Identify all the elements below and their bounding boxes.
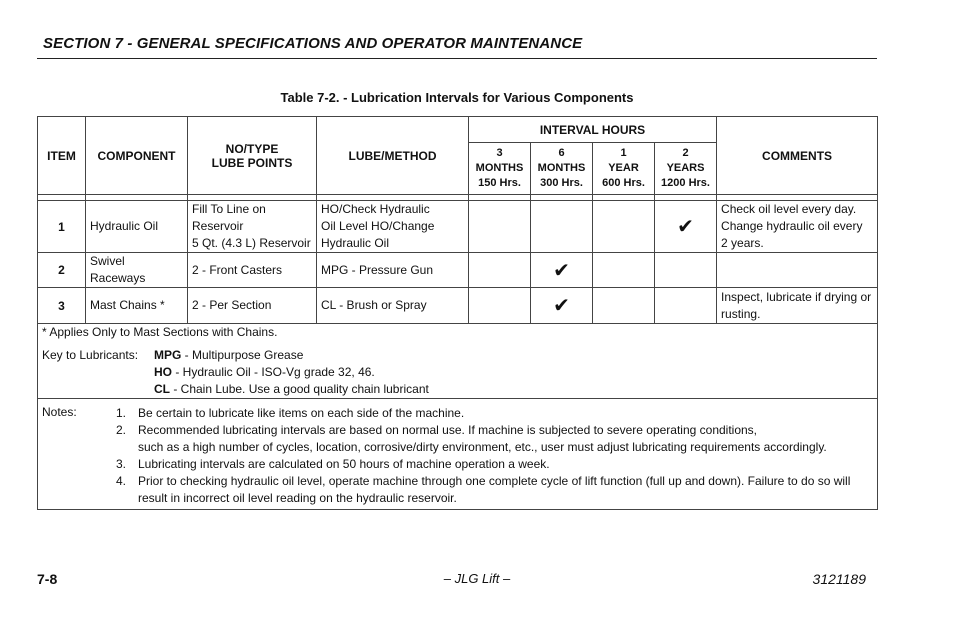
footnote-row [38, 324, 878, 399]
row-comments [717, 288, 878, 324]
row-lube-method [317, 201, 469, 253]
header-rule [37, 58, 877, 59]
interval-header-6-months [531, 143, 593, 195]
row-item: 1 [38, 201, 86, 253]
header-row [38, 117, 878, 143]
comment-line: 2 years. [721, 236, 764, 250]
header-lube-points-line1: NO/TYPE [225, 141, 279, 156]
lube-points-line: 5 Qt. (4.3 L) Reservoir [192, 236, 311, 250]
interval-cell [655, 201, 717, 253]
interval-cell [531, 288, 593, 324]
footnote-cell [38, 324, 878, 399]
key-entry-row [42, 347, 873, 364]
table-row [38, 201, 878, 253]
interval-number: 3 [496, 147, 503, 159]
key-desc: - Chain Lube. Use a good quality chain lubricant [170, 382, 429, 396]
interval-header-2-years [655, 143, 717, 195]
note-number: 3. [116, 457, 127, 471]
notes-row [38, 399, 878, 510]
interval-cell [655, 288, 717, 324]
note-item [116, 456, 550, 473]
page-number: 7-8 [37, 571, 58, 587]
row-lube-points: 2 - Front Casters [188, 253, 317, 288]
interval-unit: YEAR [608, 162, 639, 174]
interval-cell [469, 288, 531, 324]
note-item [116, 405, 464, 422]
row-lube-method: CL - Brush or Spray [317, 288, 469, 324]
key-entry-ho [154, 364, 375, 381]
row-comments [717, 253, 878, 288]
key-label: Key to Lubricants: [42, 348, 139, 362]
interval-cell [469, 201, 531, 253]
header-lube-points [188, 117, 317, 195]
note-continuation: result in incorrect oil level reading on the hydraulic reservoir. [138, 491, 457, 505]
interval-hours: 300 Hrs. [540, 177, 583, 189]
interval-hours: 600 Hrs. [602, 177, 645, 189]
key-entry-row [42, 364, 873, 381]
note-text: Lubricating intervals are calculated on 50 hours of machine operation a week. [138, 457, 550, 471]
lube-method-line: HO/Check Hydraulic [321, 202, 430, 216]
row-component: Swivel Raceways [86, 253, 188, 288]
note-item [116, 473, 850, 490]
lube-method-line: Oil Level HO/Change [321, 219, 435, 233]
row-lube-method: MPG - Pressure Gun [317, 253, 469, 288]
key-desc: - Multipurpose Grease [181, 348, 304, 362]
note-number: 4. [116, 474, 127, 488]
interval-cell [593, 253, 655, 288]
comment-line: Check oil level every day. [721, 202, 857, 216]
header-item: ITEM [38, 117, 86, 195]
interval-cell [531, 253, 593, 288]
interval-number: 6 [558, 147, 565, 159]
header-lube-method: LUBE/METHOD [317, 117, 469, 195]
row-item: 3 [38, 288, 86, 324]
key-abbr: HO [154, 365, 172, 379]
interval-cell [593, 288, 655, 324]
note-text: Prior to checking hydraulic oil level, operate machine through one complete cycle of lift function (full up and down). Failure to do so will [138, 474, 851, 488]
key-desc: - Hydraulic Oil - ISO-Vg grade 32, 46. [172, 365, 375, 379]
lubrication-table [37, 116, 878, 510]
row-component: Hydraulic Oil [86, 201, 188, 253]
table-row [38, 288, 878, 324]
table-row [38, 253, 878, 288]
interval-unit: MONTHS [537, 162, 586, 174]
note-continuation: such as a high number of cycles, location, corrosive/dirty environment, etc., user must adjust lubricating requirements accordingly. [138, 440, 827, 454]
comment-line: Change hydraulic oil every [721, 219, 863, 233]
comment-line: rusting. [721, 306, 761, 321]
row-item: 2 [38, 253, 86, 288]
interval-hours: 1200 Hrs. [661, 177, 710, 189]
interval-unit: YEARS [666, 162, 705, 174]
notes-label: Notes: [42, 405, 77, 419]
lube-points-line: Fill To Line on Reservoir [192, 202, 266, 233]
row-lube-points [188, 201, 317, 253]
check-mark-icon: ✔ [677, 216, 694, 238]
key-abbr: CL [154, 382, 170, 396]
interval-header-3-months [469, 143, 531, 195]
note-text: Recommended lubricating intervals are based on normal use. If machine is subjected to severe operating conditions, [138, 423, 758, 437]
row-lube-points: 2 - Per Section [188, 288, 317, 324]
document-number: 3121189 [812, 571, 866, 587]
check-mark-icon: ✔ [553, 259, 570, 282]
row-comments [717, 201, 878, 253]
header-comments: COMMENTS [717, 117, 878, 195]
interval-cell [469, 253, 531, 288]
lube-method-line: Hydraulic Oil [321, 236, 390, 250]
interval-number: 1 [620, 147, 627, 159]
footnote: * Applies Only to Mast Sections with Chains. [42, 325, 278, 339]
key-entry-mpg [154, 347, 303, 364]
interval-cell [531, 201, 593, 253]
section-title: SECTION 7 - GENERAL SPECIFICATIONS AND OPERATOR MAINTENANCE [43, 35, 583, 52]
note-number: 1. [116, 406, 127, 420]
interval-hours: 150 Hrs. [478, 177, 521, 189]
notes-block [42, 399, 873, 509]
interval-header-1-year [593, 143, 655, 195]
header-interval-hours: INTERVAL HOURS [469, 117, 717, 143]
footer-brand: – JLG Lift – [443, 571, 511, 586]
note-item [116, 422, 757, 439]
note-text: Be certain to lubricate like items on each side of the machine. [138, 406, 465, 420]
interval-cell [593, 201, 655, 253]
key-entry-row [42, 381, 873, 398]
header-lube-points-line2: LUBE POINTS [211, 155, 293, 170]
notes-cell [38, 399, 878, 510]
interval-cell [655, 253, 717, 288]
header-component: COMPONENT [86, 117, 188, 195]
key-entry-cl [154, 381, 429, 398]
interval-unit: MONTHS [475, 162, 524, 174]
interval-number: 2 [682, 147, 689, 159]
row-component: Mast Chains * [86, 288, 188, 324]
key-abbr: MPG [154, 348, 182, 362]
table-caption: Table 7-2. - Lubrication Intervals for Various Components [280, 90, 634, 105]
comment-line: Inspect, lubricate if drying or [721, 289, 872, 304]
note-number: 2. [116, 423, 127, 437]
check-mark-icon: ✔ [553, 295, 570, 317]
